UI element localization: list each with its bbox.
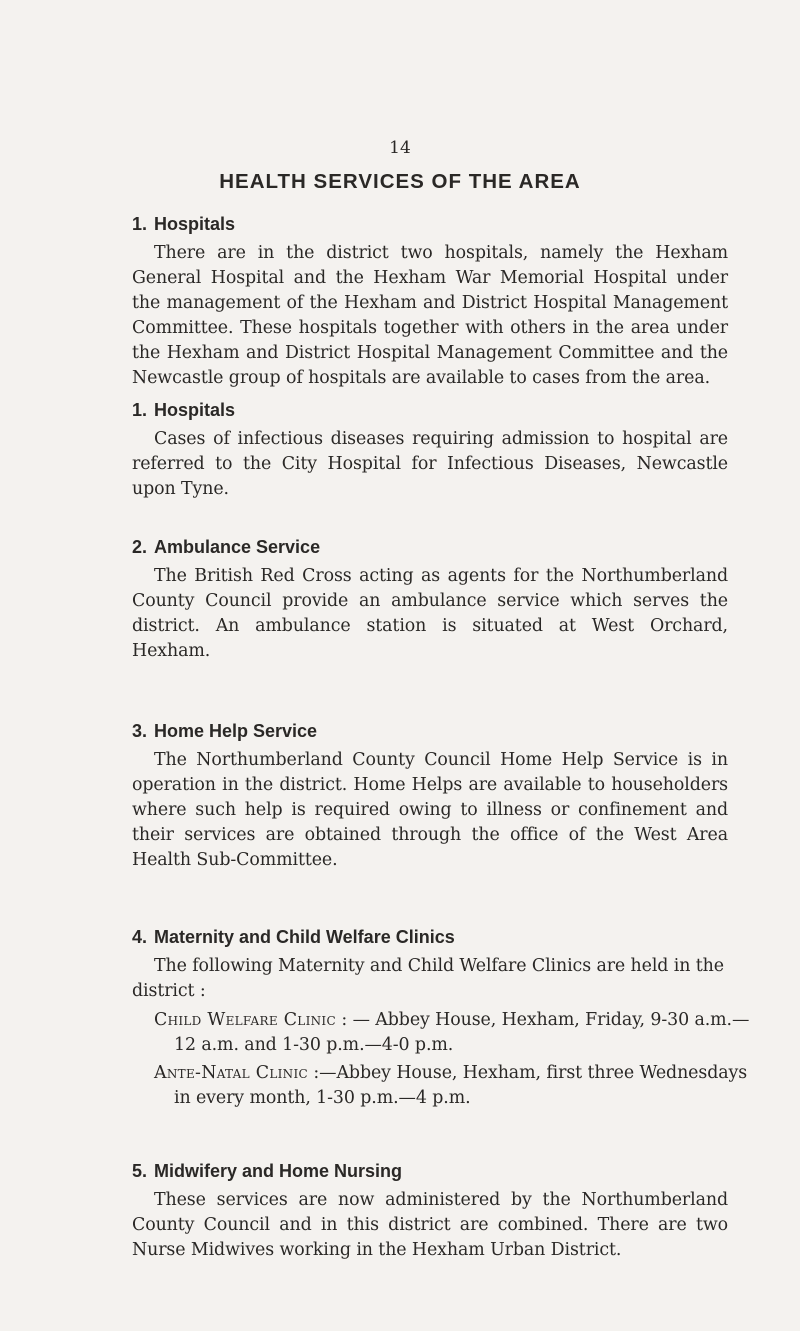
clinic-entry [132,1008,750,1058]
section-number: 1. [132,214,148,234]
section-heading [132,927,732,948]
section-number: 3. [132,721,148,741]
section-number: 5. [132,1161,148,1181]
clinic-name: Ante-Natal Clinic [154,1063,308,1083]
section-hospitals [132,214,732,391]
section-midwifery [132,1161,732,1263]
section-number: 1. [132,400,148,420]
section-heading [132,537,732,558]
clinic-details: Abbey House, Hexham, first three Wednesdays in every month, 1-30 p.m.—4 p.m. [174,1063,748,1108]
section-body: The following Maternity and Child Welfare Clinics are held in the district : [132,956,724,1001]
section-home-help-service [132,721,732,873]
section-body: The British Red Cross acting as agents for the Northumberland County Council provide an ambulance service which serves the district. An ambulance station is situated at West Orchard, Hexham. [132,566,728,661]
clinic-separator: :— [307,1063,337,1083]
section-body: There are in the district two hospitals, namely the Hexham General Hospital and the Hexham War Memorial Hospital under the management of the Hexham and District Hospital Management Committee. These hospitals together with others in the area under the Hexham and District Hospital Management Committee and the Newcastle group of hospitals are available to cases from the area. [132,243,728,388]
section-infectious-hospitals [132,400,732,502]
section-body: These services are now administered by the Northumberland County Council and in this district are combined. There are two Nurse Midwives working in the Hexham Urban District. [132,1190,728,1260]
clinic-details: Abbey House, Hexham, Friday, 9-30 a.m.—12 a.m. and 1-30 p.m.—4-0 p.m. [174,1010,750,1055]
section-title: Home Help Service [154,721,318,741]
section-title: Maternity and Child Welfare Clinics [154,927,455,947]
section-ambulance-service [132,537,732,664]
clinic-entry [132,1061,750,1111]
section-title: Midwifery and Home Nursing [154,1161,403,1181]
section-body: The Northumberland County Council Home Help Service is in operation in the district. Home Helps are available to householders where such help is required owing to illness or confinement and their services are obtained through the office of the West Area Health Sub-Committee. [132,750,728,870]
section-body: Cases of infectious diseases requiring admission to hospital are referred to the City Hospital for Infectious Diseases, Newcastle upon Tyne. [132,429,728,499]
page-title: HEALTH SERVICES OF THE AREA [219,170,581,193]
page-number: 14 [389,138,411,158]
section-heading [132,1161,732,1182]
section-number: 4. [132,927,148,947]
section-heading [132,214,732,235]
section-maternity-clinics [132,927,750,1111]
clinic-name: Child Welfare Clinic [154,1010,336,1030]
section-heading [132,721,732,742]
section-title: Ambulance Service [154,537,321,557]
section-title: Hospitals [154,400,236,420]
clinic-separator: : — [335,1010,376,1030]
section-heading [132,400,732,421]
section-title: Hospitals [154,214,236,234]
section-number: 2. [132,537,148,557]
